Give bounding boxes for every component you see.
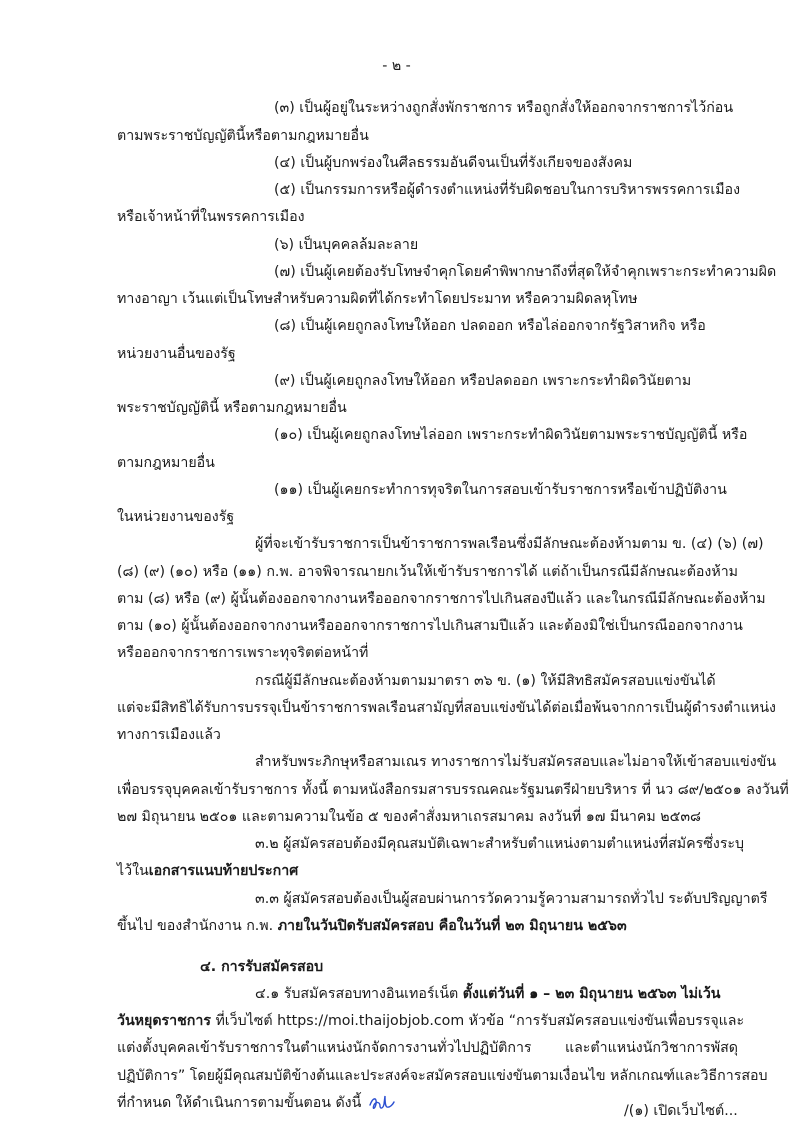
- text-line-16: ในหน่วยงานของรัฐ: [117, 509, 235, 525]
- text-line-17: ผู้ที่จะเข้ารับราชการเป็นข้าราชการพลเรือนซึ่งมีลักษณะต้องห้ามตาม ข. (๔) (๖) (๗): [255, 536, 764, 552]
- text-line-23: แต่จะมีสิทธิได้รับการบรรจุเป็นข้าราชการพลเรือนสามัญที่สอบแข่งขันได้ต่อเมื่อพ้นจากการเป็นผู้ดำรงตำแหน่ง: [117, 700, 776, 716]
- text-line-12: พระราชบัญญัตินี้ หรือตามกฎหมายอื่น: [117, 400, 347, 416]
- text-line-18: (๘) (๙) (๑๐) หรือ (๑๑) ก.พ. อาจพิจารณายกเว้นให้เข้ารับราชการได้ แต่ถ้าเป็นกรณีมีลักษณะต้องห้าม: [117, 564, 739, 580]
- text-line-30: ๓.๓ ผู้สมัครสอบต้องเป็นผู้สอบผ่านการวัดความรู้ความสามารถทั่วไป ระดับปริญญาตรี: [255, 891, 768, 907]
- text-line-7: (๗) เป็นผู้เคยต้องรับโทษจำคุกโดยคำพิพากษาถึงที่สุดให้จำคุกเพราะกระทำความผิด: [274, 264, 777, 280]
- text-line-6: (๖) เป็นบุคคลล้มละลาย: [274, 237, 419, 253]
- text-line-10: หน่วยงานอื่นของรัฐ: [117, 346, 236, 362]
- page-number: - ๒ -: [382, 58, 411, 74]
- text-line-20: ตาม (๑๐) ผู้นั้นต้องออกจากงานหรือออกจากราชการไปเกินสามปีแล้ว และต้องมิใช่เป็นกรณีออกจากงาน: [117, 618, 743, 634]
- section-heading-4: ๔. การรับสมัครสอบ: [200, 959, 324, 975]
- text-line-19: ตาม (๘) หรือ (๙) ผู้นั้นต้องออกจากงานหรือออกจากราชการไปเกินสองปีแล้ว และในกรณีมีลักษณะต้องห้าม: [117, 591, 766, 607]
- holiday-note: วันหยุดราชการ: [117, 1013, 211, 1029]
- text-line-25: สำหรับพระภิกษุหรือสามเณร ทางราชการไม่รับสมัครสอบและไม่อาจให้เข้าสอบแข่งขัน: [255, 754, 777, 770]
- text-line-37-text: ที่กำหนด ให้ดำเนินการตามขั้นตอน ดังนี้: [117, 1095, 362, 1111]
- text-line-13: (๑๐) เป็นผู้เคยถูกลงโทษไล่ออก เพราะกระทำผิดวินัยตามพระราชบัญญัตินี้ หรือ: [274, 427, 748, 443]
- application-period: ตั้งแต่วันที่ ๑ – ๒๓ มิถุนายน ๒๕๖๓ ไม่เว้น: [462, 986, 721, 1002]
- text-line-35: แต่งตั้งบุคคลเข้ารับราชการในตำแหน่งนักจัดการงานทั่วไปปฏิบัติการ และตำแหน่งนักวิชาการพัสดุ: [117, 1040, 738, 1056]
- text-line-31: [117, 916, 627, 936]
- website-text: ที่เว็บไซต์ https://moi.thaijobjob.com หัวข้อ “การรับสมัครสอบแข่งขันเพื่อบรรจุและ: [210, 1013, 745, 1029]
- text-line-26: เพื่อบรรจุบุคคลเข้ารับราชการ ทั้งนี้ ตามหนังสือกรมสารบรรณคณะรัฐมนตรีฝ่ายบริหาร ที่ นว ๘๙/๒๕๐๑ ลงวันที่: [117, 782, 789, 798]
- initials-signature-icon: [368, 1093, 396, 1113]
- text-line-1: (๓) เป็นผู้อยู่ในระหว่างถูกสั่งพักราชการ หรือถูกสั่งให้ออกจากราชการไว้ก่อน: [274, 100, 734, 116]
- text-line-33-prefix: ๔.๑ รับสมัครสอบทางอินเทอร์เน็ต: [255, 986, 463, 1002]
- text-line-31-prefix: ขึ้นไป ของสำนักงาน ก.พ.: [117, 918, 278, 934]
- text-line-14: ตามกฎหมายอื่น: [117, 455, 215, 471]
- text-line-27: ๒๗ มิถุนายน ๒๕๐๑ และตามความในข้อ ๕ ของคำสั่งมหาเถรสมาคม ลงวันที่ ๑๗ มีนาคม ๒๕๓๘: [117, 809, 701, 825]
- text-line-29: [117, 861, 298, 881]
- text-line-34: [117, 1011, 744, 1031]
- text-line-22: กรณีผู้มีลักษณะต้องห้ามตามมาตรา ๓๖ ข. (๑) ให้มีสิทธิสมัครสอบแข่งขันได้: [255, 673, 716, 689]
- text-line-29-prefix: ไว้ใน: [117, 863, 149, 879]
- text-line-2: ตามพระราชบัญญัตินี้หรือตามกฎหมายอื่น: [117, 128, 369, 144]
- text-line-15: (๑๑) เป็นผู้เคยกระทำการทุจริตในการสอบเข้ารับราชการหรือเข้าปฏิบัติงาน: [274, 482, 727, 498]
- text-line-28: ๓.๒ ผู้สมัครสอบต้องมีคุณสมบัติเฉพาะสำหรับตำแหน่งตามตำแหน่งที่สมัครซึ่งระบุ: [255, 836, 745, 852]
- text-line-21: หรือออกจากราชการเพราะทุจริตต่อหน้าที่: [117, 645, 369, 661]
- continuation-note: /(๑) เปิดเว็บไซต์...: [624, 1103, 738, 1119]
- text-line-24: ทางการเมืองแล้ว: [117, 727, 221, 743]
- text-line-33: [255, 984, 721, 1004]
- text-line-9: (๘) เป็นผู้เคยถูกลงโทษให้ออก ปลดออก หรือไล่ออกจากรัฐวิสาหกิจ หรือ: [274, 318, 706, 334]
- text-line-3: (๔) เป็นผู้บกพร่องในศีลธรรมอันดีจนเป็นที่รังเกียจของสังคม: [274, 155, 633, 171]
- text-line-8: ทางอาญา เว้นแต่เป็นโทษสำหรับความผิดที่ได้กระทำโดยประมาท หรือความผิดลหุโทษ: [117, 291, 638, 307]
- text-line-11: (๙) เป็นผู้เคยถูกลงโทษให้ออก หรือปลดออก เพราะกระทำผิดวินัยตาม: [274, 373, 692, 389]
- text-line-36: ปฏิบัติการ” โดยผู้มีคุณสมบัติข้างต้นและประสงค์จะสมัครสอบแข่งขันตามเงื่อนไข หลักเกณฑ์และวิธีการสอบ: [117, 1068, 768, 1084]
- text-line-4: (๕) เป็นกรรมการหรือผู้ดำรงตำแหน่งที่รับผิดชอบในการบริหารพรรคการเมือง: [274, 182, 741, 198]
- attachment-reference: เอกสารแนบท้ายประกาศ: [148, 863, 299, 879]
- signature-stroke: [370, 1096, 394, 1108]
- text-line-5: หรือเจ้าหน้าที่ในพรรคการเมือง: [117, 209, 305, 225]
- text-line-37: [117, 1093, 396, 1113]
- deadline-text: ภายในวันปิดรับสมัครสอบ คือในวันที่ ๒๓ มิถุนายน ๒๕๖๓: [277, 918, 627, 934]
